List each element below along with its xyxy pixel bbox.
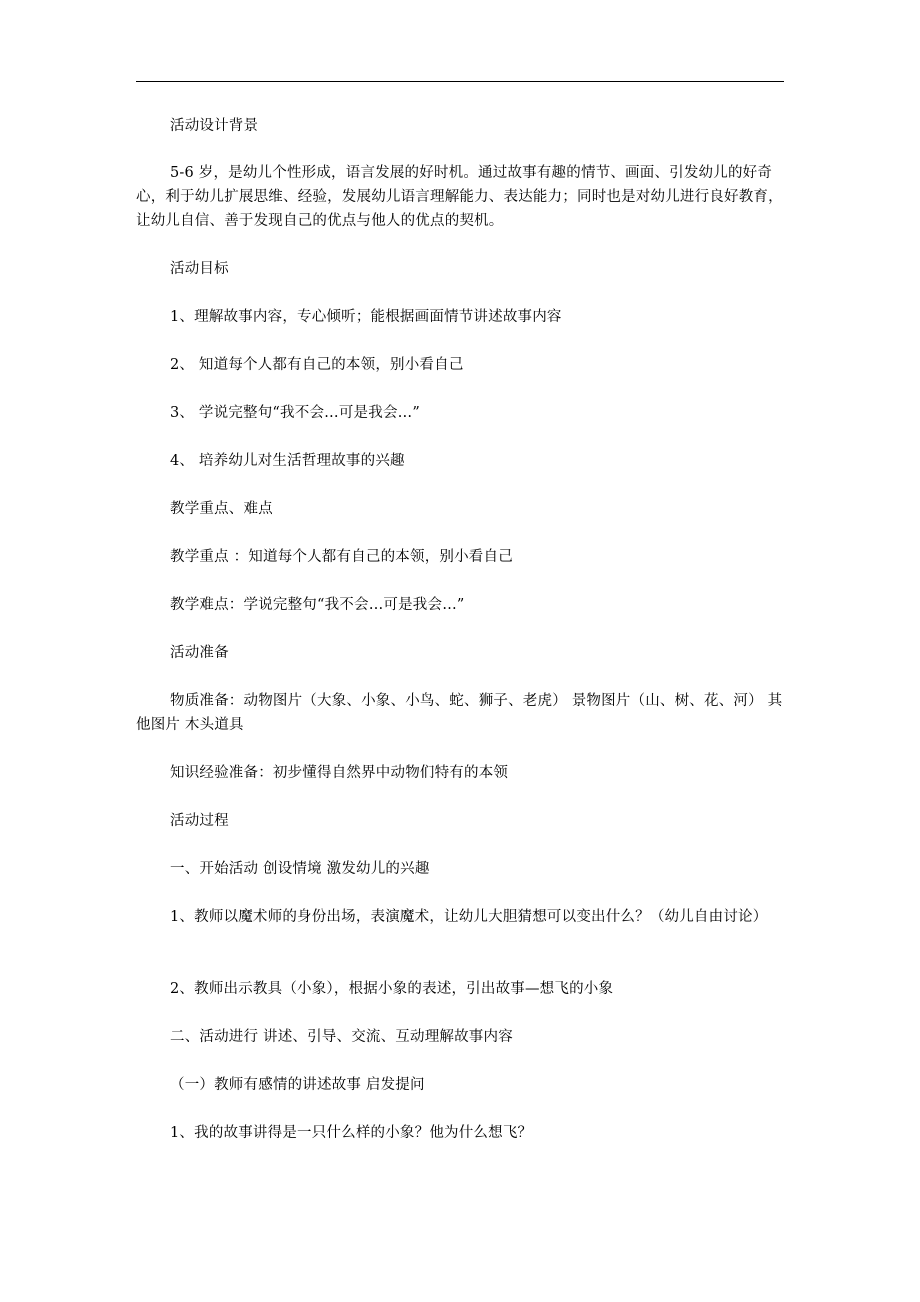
process-subsection-1: （一）教师有感情的讲述故事 启发提问 [170,1077,425,1093]
goal-item-2: 2、 知道每个人都有自己的本领，别小看自己 [170,357,464,373]
goal-item-4: 4、 培养幼儿对生活哲理故事的兴趣 [170,453,405,469]
difficult-point: 教学难点：学说完整句“我不会…可是我会…” [170,597,465,613]
process-section-1: 一、开始活动 创设情境 激发幼儿的兴趣 [170,861,430,877]
heading-background: 活动设计背景 [170,118,259,134]
process-section-2: 二、活动进行 讲述、引导、交流、互动理解故事内容 [170,1029,513,1045]
knowledge-preparation: 知识经验准备：初步懂得自然界中动物们特有的本领 [170,765,509,781]
heading-preparation: 活动准备 [170,645,229,661]
paragraph-background: 5-6 岁，是幼儿个性形成，语言发展的好时机。通过故事有趣的情节、画面、引发幼儿的好奇心，利于幼儿扩展思维、经验，发展幼儿语言理解能力、表达能力；同时也是对幼儿进行良好教育，让幼儿自信、善于发现自己的优点与他人的优点的契机。 [136,165,783,229]
goal-item-1: 1、理解故事内容，专心倾听；能根据画面情节讲述故事内容 [170,309,562,325]
key-point: 教学重点 ：知道每个人都有自己的本领，别小看自己 [170,549,513,565]
heading-process: 活动过程 [170,813,229,829]
header-rule [136,81,784,82]
goal-item-3: 3、 学说完整句“我不会…可是我会…” [170,405,420,421]
process-question-1: 1、我的故事讲得是一只什么样的小象？他为什么想飞？ [170,1125,533,1141]
process-step-1-2: 2、教师出示教具（小象），根据小象的表述，引出故事—想飞的小象 [170,981,614,997]
process-step-1-1: 1、教师以魔术师的身份出场，表演魔术，让幼儿大胆猜想可以变出什么？（幼儿自由讨论） [170,909,768,925]
heading-goals: 活动目标 [170,261,229,277]
heading-key-points: 教学重点、难点 [170,501,273,517]
material-preparation: 物质准备：动物图片（大象、小象、小鸟、蛇、狮子、老虎） 景物图片（山、树、花、河） 其他图片 木头道具 [136,693,783,733]
